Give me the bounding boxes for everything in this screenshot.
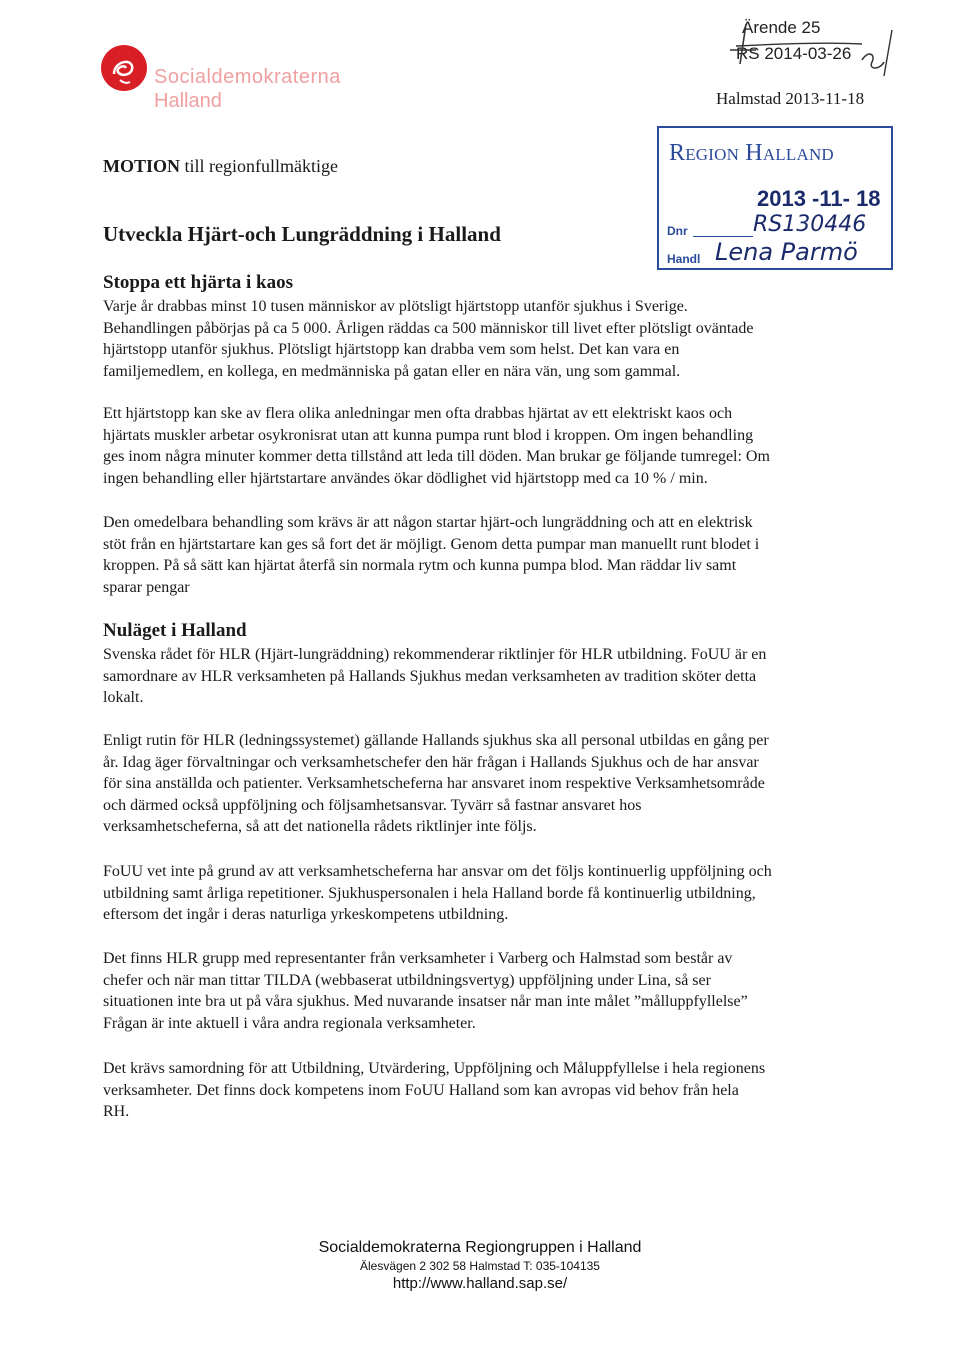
section-heading-stoppa: Stoppa ett hjärta i kaos	[103, 272, 294, 293]
document-date: Halmstad 2013-11-18	[716, 89, 865, 108]
motion-word: MOTION	[103, 156, 181, 176]
text-line: Den omedelbara behandling som krävs är att någon startar hjärt-och lungräddning och att en elektrisk	[103, 514, 753, 531]
text-line: situationen inte bra ut på våra sjukhus. Med nuvarande insatser når man inte målet ”målluppfyllelse”	[103, 993, 748, 1010]
text-line: för sina anställda och patienter. Verksamhetscheferna har ansvaret inom respektive Verksamhetsområde	[103, 775, 765, 792]
handwritten-annotation	[716, 20, 896, 80]
text-line: år. Idag äger förvaltningar och verksamhetschefer den här frågan i Hallands Sjukhus och de har ansvar	[103, 753, 759, 771]
registry-stamp	[657, 126, 893, 270]
text-line: RH.	[103, 1103, 130, 1120]
rs-number: RS 2014-03-26	[736, 44, 852, 63]
text-line: Enligt rutin för HLR (ledningssystemet) gällande Hallands sjukhus ska all personal utbildas en gång per	[103, 732, 769, 749]
paragraph-4	[103, 644, 873, 709]
text-line: lokalt.	[103, 689, 144, 706]
footer-url[interactable]: http://www.halland.sap.se/	[392, 1275, 568, 1292]
text-line: eftersom det ingår i deras naturliga yrkeskompetens utbildning.	[103, 906, 509, 923]
text-line: Behandlingen påbörjas på ca 5 000. Årligen räddas ca 500 människor till livet efter plötsligt oväntade	[103, 319, 754, 337]
text-line: hjärtats muskler arbetar osykronisrat utan att kunna pumpa runt blod i kroppen. Om ingen behandling	[103, 426, 754, 444]
paragraph-5	[103, 730, 873, 838]
text-line: samordnare av HLR verksamheten på Hallands Sjukhus medan verksamheten av tradition sköter detta	[103, 667, 757, 685]
footer-org: Socialdemokraterna Regiongruppen i Halland	[318, 1239, 642, 1256]
text-line: ges inom några minuter kommer detta tillstånd att leda till döden. Man brukar ge följande tumregel: Om	[103, 448, 770, 465]
text-line: Frågan är inte aktuell i våra andra regionala verksamheter.	[103, 1014, 476, 1032]
paragraph-6	[103, 861, 873, 926]
paragraph-3	[103, 512, 873, 598]
rose-icon	[100, 44, 148, 92]
text-line: stöt från en hjärtstartare kan ges så fort det är möjligt. Genom detta pumpar man manuellt runt blodet i	[103, 535, 760, 553]
text-line: utbildning samt årliga repetitioner. Sjukhuspersonalen i hela Halland borde få kontinuerlig utbildning,	[103, 884, 756, 902]
text-line: sparar pengar	[103, 578, 190, 596]
text-line: hjärtstopp utanför sjukhus. Plötsligt hjärtstopp kan drabba vem som helst. Det kan vara en	[103, 341, 680, 358]
text-line: Varje år drabbas minst 10 tusen människor av plötsligt hjärtstopp utanför sjukhus i Sverige.	[103, 298, 688, 315]
text-line: familjemedlem, en kollega, en medmänniska på gatan eller en nära vän, ung som gammal.	[103, 362, 681, 380]
logo-org-name: Socialdemokraterna	[154, 66, 341, 88]
text-line: verksamheter. Det finns dock kompetens inom FoUU Halland som kan avropas vid behov från hela	[103, 1081, 739, 1099]
stamp-title: Region Halland	[669, 140, 834, 166]
stamp-dnr-value: RS130446	[753, 212, 867, 237]
text-line: Det krävs samordning för att Utbildning, Utvärdering, Uppföljning och Måluppfyllelse i hela regionens	[103, 1060, 766, 1077]
paragraph-1	[103, 296, 873, 382]
stamp-dnr-label: Dnr	[667, 224, 688, 238]
motion-rest: till regionfullmäktige	[180, 156, 338, 176]
text-line: Det finns HLR grupp med representanter från verksamheter i Varberg och Halmstad som består av	[103, 950, 733, 967]
text-line: ingen behandling eller hjärtstartare användes ökar dödlighet vid hjärtstopp med ca 10 % / min.	[103, 469, 708, 487]
text-line: och därmed också uppföljning och följsamhetsansvar. Tyvärr så fastnar ansvaret hos	[103, 796, 642, 814]
stamp-dnr-line	[693, 236, 753, 237]
logo-org-region: Halland	[154, 90, 222, 112]
text-line: Ett hjärtstopp kan ske av flera olika anledningar men ofta drabbas hjärtat av ett elektriskt kaos och	[103, 405, 733, 422]
paragraph-8	[103, 1058, 873, 1123]
text-line: kroppen. På så sätt kan hjärtat återfå sin normala rytm och kunna pumpa blod. Man räddar liv samt	[103, 557, 737, 574]
document-title: Utveckla Hjärt-och Lungräddning i Halland	[103, 222, 501, 246]
stamp-handl-value: Lena Parmö	[715, 238, 858, 266]
text-line: Svenska rådet för HLR (Hjärt-lungräddning) rekommenderar riktlinjer för HLR utbildning. FoUU är en	[103, 646, 767, 663]
party-logo	[100, 40, 360, 120]
section-heading-nulaget: Nuläget i Halland	[103, 620, 247, 641]
text-line: chefer och när man tittar TILDA (webbaserat utbildningsvertyg) uppföljning under Lina, så ser	[103, 971, 711, 989]
paragraph-2	[103, 403, 873, 489]
stamp-date: 2013 -11- 18	[757, 186, 881, 211]
stamp-handl-label: Handl	[667, 252, 701, 266]
footer-address: Älesvägen 2 302 58 Halmstad T: 035-104135	[360, 1259, 600, 1273]
paragraph-7	[103, 948, 873, 1034]
arende-number: Ärende 25	[742, 18, 821, 37]
motion-heading	[103, 156, 338, 177]
text-line: FoUU vet inte på grund av att verksamhetscheferna har ansvar om det följs kontinuerlig uppföljning och	[103, 863, 772, 880]
text-line: verksamhetscheferna, så att det nationella rådets riktlinjer inte följs.	[103, 818, 537, 835]
